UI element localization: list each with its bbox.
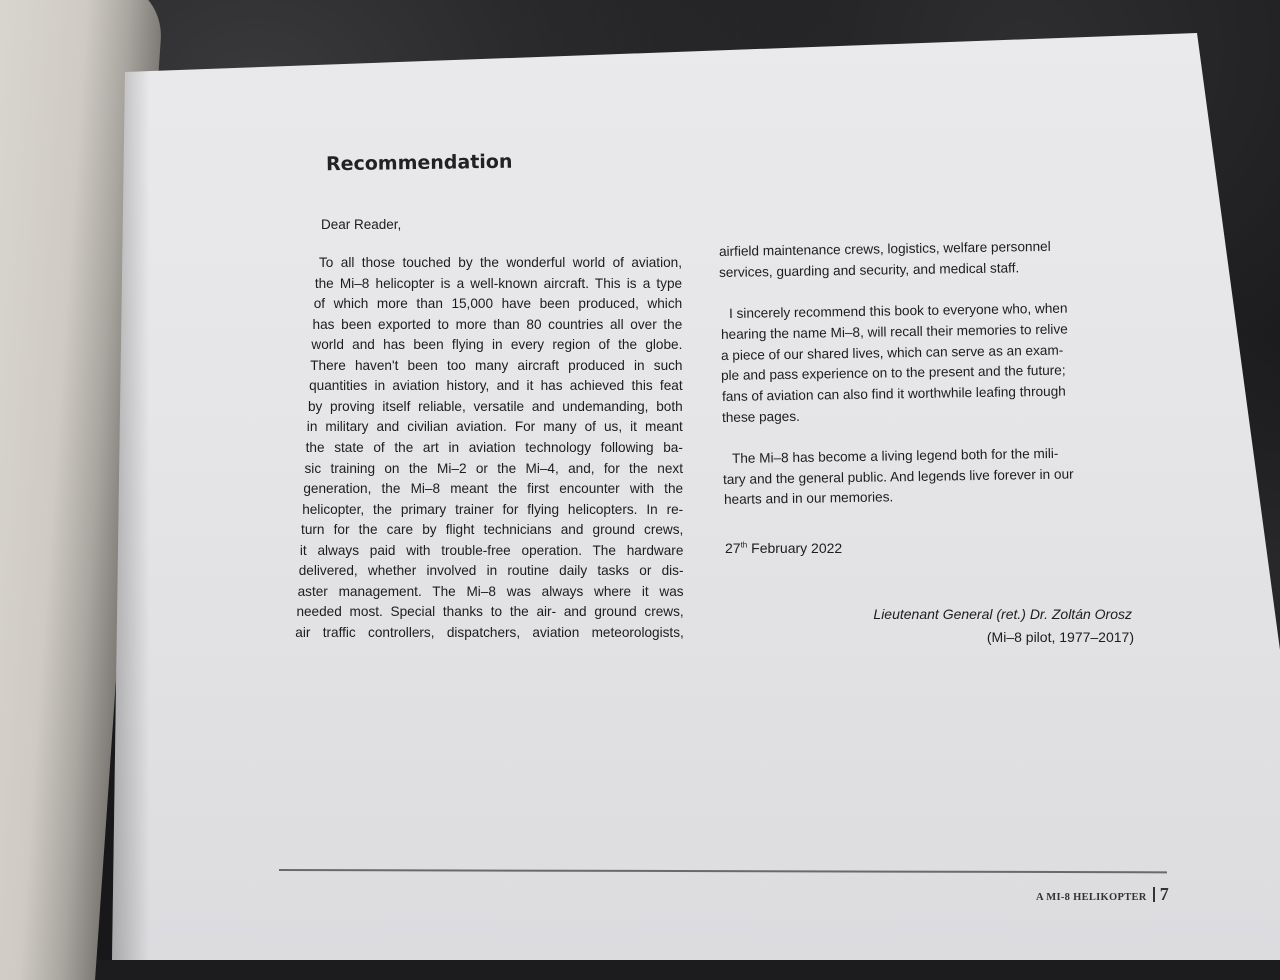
left-column-line: generation, the Mi–8 meant the first encounter with the [303,481,684,497]
left-column-line: sic training on the Mi–2 or the Mi–4, and, for the next [304,460,683,476]
left-column-line: in military and civilian aviation. For many of us, it meant [306,419,683,435]
left-column-line: it always paid with trouble-free operation. The hardware [299,542,684,558]
left-column-line: To all those touched by the wonderful world of aviation, [319,255,682,270]
footer-divider [279,869,1167,873]
left-column-line: helicopter, the primary trainer for flying helicopters. In re- [302,501,684,517]
date-month-year: February 2022 [751,540,843,556]
left-column-line: needed most. Special thanks to the air- and ground crews, [296,604,684,620]
date-suffix: th [740,540,748,550]
right-column-line: services, guarding and security, and medical staff. [719,259,1020,280]
left-column-line: by proving itself reliable, versatile and undemanding, both [307,398,683,414]
right-column-line: airfield maintenance crews, logistics, welfare personnel [718,238,1051,259]
signature-name: Lieutenant General (ret.) Dr. Zoltán Orosz [873,606,1132,622]
footer-separator [1153,887,1155,902]
left-column-line: aster management. The Mi–8 was always where it was [297,583,684,599]
right-column-line: fans of aviation can also find it worthwhile leafing through [721,383,1066,404]
signature-role: (Mi–8 pilot, 1977–2017) [986,629,1134,645]
left-column-line: has been exported to more than 80 countries all over the [312,316,683,332]
right-column-line: these pages. [722,408,801,425]
page-title: Recommendation [325,150,513,176]
date-day: 27 [725,540,741,556]
left-column-line: delivered, whether involved in routine daily tasks or dis- [298,563,684,579]
left-column-line: turn for the care by flight technicians and ground crews, [301,522,684,538]
page-footer [1036,884,1169,905]
right-column-line: The Mi–8 has become a living legend both for the mili- [731,445,1059,466]
left-column-line: There haven't been too many aircraft produced in such [310,357,683,373]
left-column-line: air traffic controllers, dispatchers, aviation meteorologists, [295,624,684,640]
left-column-line: quantities in aviation history, and it has achieved this feat [309,378,683,394]
left-column-line: of which more than 15,000 have been produced, which [313,296,683,312]
right-column-line: hearing the name Mi–8, will recall their memories to relive [720,321,1068,342]
left-column-line: the state of the art in aviation technology following ba- [305,439,683,455]
right-column-line: ple and pass experience on to the present and the future; [721,362,1067,384]
right-column-line: I sincerely recommend this book to everyone who, when [729,300,1068,322]
right-column-line: tary and the general public. And legends live forever in our [723,466,1075,487]
salutation: Dear Reader, [321,217,402,232]
left-column-line: the Mi–8 helicopter is a well-known aircraft. This is a type [314,275,683,291]
running-title: A MI-8 HELIKOPTER [1036,892,1147,903]
letter-date [725,540,842,556]
right-column-line: a piece of our shared lives, which can serve as an exam- [720,342,1064,363]
right-column-line: hearts and in our memories. [723,489,894,508]
page-number: 7 [1159,884,1169,904]
left-column-line: world and has been flying in every region of the globe. [311,337,683,353]
